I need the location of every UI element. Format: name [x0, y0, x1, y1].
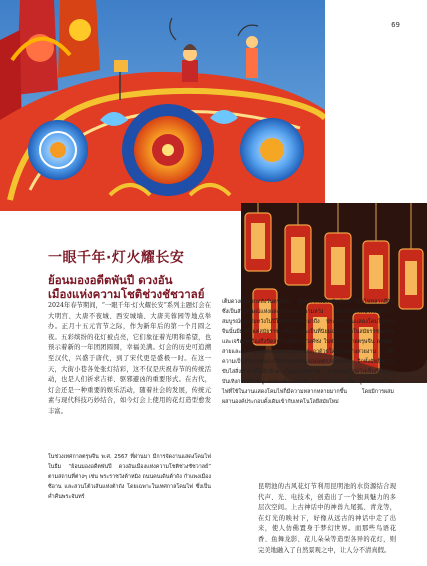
page-number: 69 — [391, 21, 400, 29]
lantern-festival-illustration — [0, 0, 325, 211]
thai-body-paragraph-2 — [222, 297, 394, 410]
lantern-festival-photo — [0, 0, 325, 211]
thai-body-paragraph-1 — [48, 452, 211, 505]
body-text: เต็มดวงคืนแรกหลังวันตรุษจีน ผู้คนพากันประดับประดาโคมไฟหลากสีสัน ซึ่งเป็นสัญลักษณ์แห่งแสงสว่างและความหวัง เพื่ออวยพรให้ปีใหม่มีความสมบูรณ์และสมหวังในปีใหม่ที่กำลังจะมาถึง ประเพณีงานแสดงโคมไฟของจีนนั้นมีมาตั้งแต่สมัยราชวงศ์ฮั่น และเป็นที่นิยมอย่างมากในสมัยราชวงศ์ถัง และเจริญรุ่งเรืองถึงขีดสุดในสมัยราชวงศ์ซ่ง ในช่วงเทศกาลตรุษจีน ถนนทุกสายและทุกตรอกซอกซอยจะประดับประดาด้วยโคมไฟอย่างสวยงาม เพื่อความเป็นสิริมงคลและเป็นการเฉลิมฉลองเทศกาลตรุษจีน อีกทั้งยังเป็นการขับไล่สิ่งชั่วร้ายได้อีกด้วย ในสมัยโบราณ งานแสดงโคมไฟเป็นกิจกรรมบันเทิงการที่สำคัญ ต่อมาเมื่อสังคมพัฒนาก้าวหน้ามากขึ้น รูปทรงของโคมไฟที่ใช้ในงานแสดงโคมไฟก็มีความหลากหลายมากขึ้น โดยมีการผสมผสานองค์ประกอบดั้งเดิมเข้ากับเทคโนโลยีสมัยใหม่ — [222, 299, 394, 405]
body-text: 昆明池的古风花灯节利用昆明池的水资源结合现代声、光、电技术，创造出了一个独具魅力的多层次空间。上古神话中的神兽九尾狐、青龙等，在灯光的映衬下，好像从远古的神话中走了出来，使人仿佛置身于梦幻世界。而那些鸟语花香、鱼舞龙影、花儿朵朵等造型各异的花灯，则完美地融入了自然景观之中，让人分不清真假。 — [258, 483, 396, 554]
thai-title-line-2: เมืองแห่งความโชติช่วงชัชวาลย์ — [48, 287, 205, 301]
chinese-body-paragraph-1 — [48, 301, 211, 421]
thai-title-line-1: ย้อนมองอดีตพันปี ดวงอัน — [48, 273, 173, 287]
body-text: 2024年春节期间，“一眼千年·灯火耀长安”系列主题灯会在大明宫、大唐不夜城、西安城墙、大唐芙蓉园等地点举办。正月十五元宵节之际，作为新年后的第一个月圆之夜。五彩缤纷的花灯被点亮，它们象征着光明和希望，也预示着新的一年团团圆圆，幸福美满。灯会的历史可追溯至汉代，兴盛于唐代，到了宋代更是盛极一时。在这一天，大街小巷各处张灯结彩，这不仅是庆祝春节的传统活动，也是人们祈求吉祥、驱邪避凶的重要形式。在古代，灯会还是一种重要的娱乐活动，随着社会的发展，传统元素与现代科技巧妙结合，如今灯会上使用的花灯造型愈发丰富。 — [48, 302, 211, 415]
thai-title — [48, 273, 248, 301]
chinese-title: 一眼千年·灯火耀长安 — [48, 250, 185, 266]
chinese-body-paragraph-2 — [258, 482, 396, 559]
body-text: ในช่วงเทศกาลตรุษจีน พ.ศ. 2567 ที่ผ่านมา มีการจัดงานแสดงโคมไฟในธีม “ย้อนมองอดีตพันปี ดวงอันเมืองแห่งความโชติช่วงชัชวาลย์” ตามสถานที่ต่างๆ เช่น พระราชวังต้าหมิง ถนนคนเดินต้าถัง กำแพงเมืองซีอาน และสวนโต้วเส้นแห่งต้าถัง โดยเฉพาะในเทศกาลโคมไฟ ซึ่งเป็นค่ำคืนพระจันทร์ — [48, 454, 211, 500]
article-title-block — [48, 247, 248, 301]
